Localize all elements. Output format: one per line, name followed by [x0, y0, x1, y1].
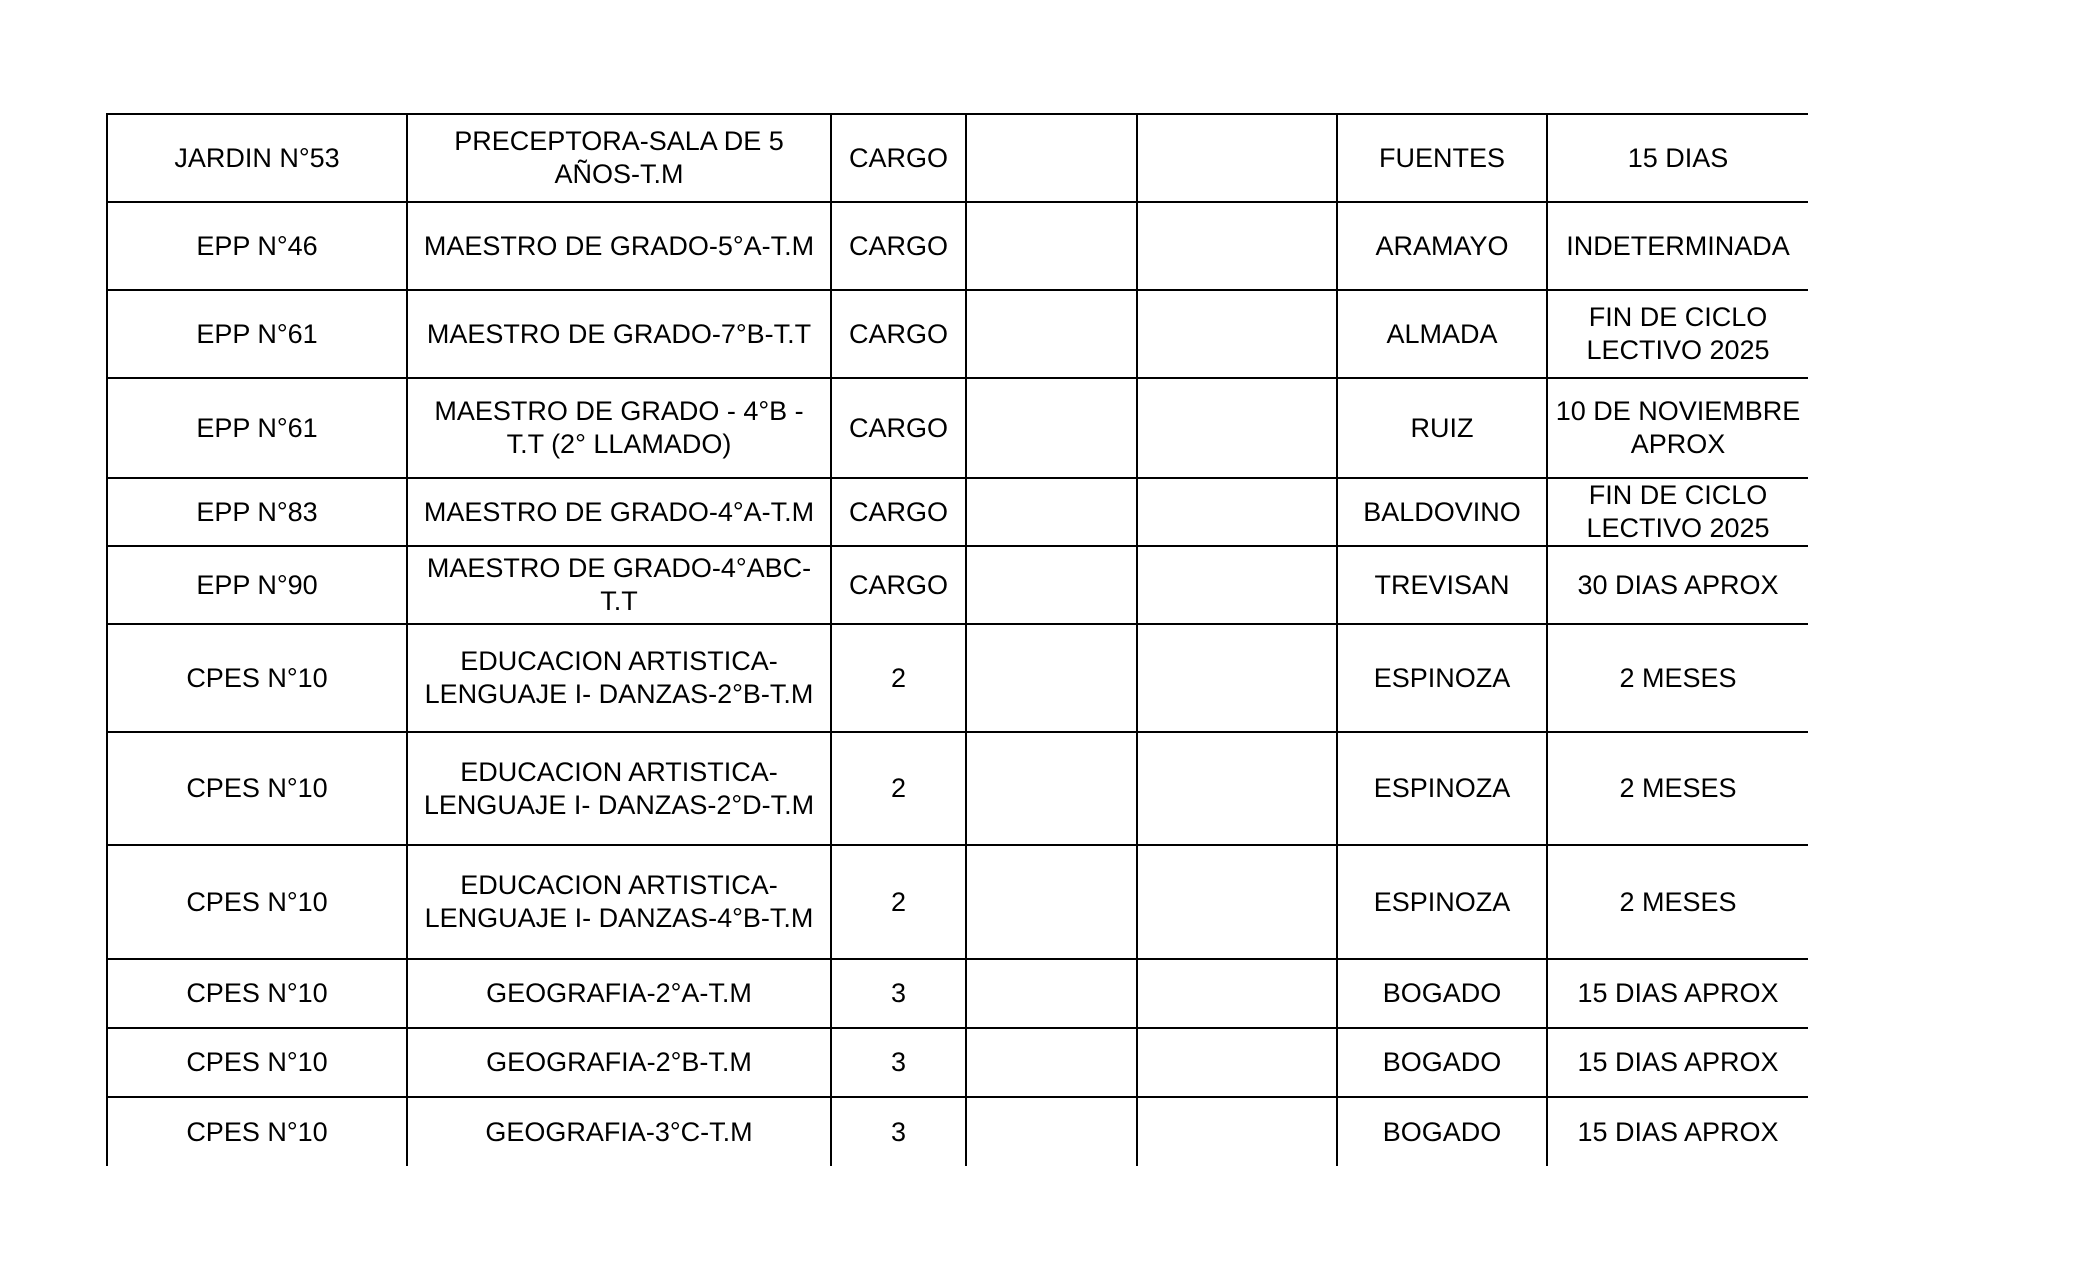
teacher-cell: TREVISAN: [1337, 546, 1547, 624]
school-cell: CPES N°10: [107, 732, 407, 845]
position-cell: GEOGRAFIA-2°A-T.M: [407, 959, 831, 1028]
school-cell: CPES N°10: [107, 1028, 407, 1097]
empty-cell: [966, 959, 1137, 1028]
duration-cell: FIN DE CICLO LECTIVO 2025: [1547, 478, 1808, 546]
duration-cell: 15 DIAS APROX: [1547, 959, 1808, 1028]
teacher-cell: BOGADO: [1337, 959, 1547, 1028]
empty-cell: [1137, 546, 1337, 624]
school-cell: EPP N°61: [107, 378, 407, 478]
teacher-cell: ARAMAYO: [1337, 202, 1547, 290]
position-cell: MAESTRO DE GRADO-4°ABC-T.T: [407, 546, 831, 624]
table-row: [107, 478, 1808, 546]
empty-cell: [1137, 202, 1337, 290]
position-cell: MAESTRO DE GRADO-7°B-T.T: [407, 290, 831, 378]
school-cell: EPP N°90: [107, 546, 407, 624]
position-cell: MAESTRO DE GRADO-5°A-T.M: [407, 202, 831, 290]
empty-cell: [1137, 114, 1337, 202]
school-cell: CPES N°10: [107, 624, 407, 732]
teacher-cell: BALDOVINO: [1337, 478, 1547, 546]
school-cell: CPES N°10: [107, 959, 407, 1028]
empty-cell: [966, 202, 1137, 290]
hours-cell: CARGO: [831, 546, 966, 624]
hours-cell: 2: [831, 624, 966, 732]
hours-cell: 2: [831, 732, 966, 845]
table-row: [107, 732, 1808, 845]
teacher-cell: BOGADO: [1337, 1097, 1547, 1166]
hours-cell: CARGO: [831, 114, 966, 202]
duration-cell: 2 MESES: [1547, 732, 1808, 845]
hours-cell: CARGO: [831, 290, 966, 378]
table-row: [107, 959, 1808, 1028]
hours-cell: 2: [831, 845, 966, 959]
empty-cell: [1137, 732, 1337, 845]
empty-cell: [1137, 378, 1337, 478]
empty-cell: [966, 546, 1137, 624]
table-row: [107, 546, 1808, 624]
table-row: [107, 624, 1808, 732]
table-row: [107, 378, 1808, 478]
table-row: [107, 1097, 1808, 1166]
teacher-cell: ESPINOZA: [1337, 732, 1547, 845]
teacher-cell: ESPINOZA: [1337, 845, 1547, 959]
table-row: [107, 114, 1808, 202]
empty-cell: [966, 1097, 1137, 1166]
duration-cell: 15 DIAS: [1547, 114, 1808, 202]
empty-cell: [1137, 1028, 1337, 1097]
hours-cell: 3: [831, 959, 966, 1028]
school-cell: EPP N°61: [107, 290, 407, 378]
empty-cell: [1137, 478, 1337, 546]
duration-cell: 15 DIAS APROX: [1547, 1028, 1808, 1097]
position-cell: EDUCACION ARTISTICA-LENGUAJE I- DANZAS-4°B-T.M: [407, 845, 831, 959]
empty-cell: [966, 845, 1137, 959]
empty-cell: [1137, 1097, 1337, 1166]
hours-cell: CARGO: [831, 478, 966, 546]
empty-cell: [1137, 624, 1337, 732]
teacher-cell: ALMADA: [1337, 290, 1547, 378]
empty-cell: [1137, 845, 1337, 959]
position-cell: EDUCACION ARTISTICA-LENGUAJE I- DANZAS-2°D-T.M: [407, 732, 831, 845]
school-cell: EPP N°46: [107, 202, 407, 290]
school-cell: CPES N°10: [107, 1097, 407, 1166]
duration-cell: 2 MESES: [1547, 845, 1808, 959]
duration-cell: 30 DIAS APROX: [1547, 546, 1808, 624]
empty-cell: [1137, 290, 1337, 378]
position-cell: GEOGRAFIA-2°B-T.M: [407, 1028, 831, 1097]
table-container: [106, 113, 1808, 1166]
table-row: [107, 845, 1808, 959]
vacancy-table: [106, 113, 1808, 1166]
table-row: [107, 202, 1808, 290]
empty-cell: [966, 732, 1137, 845]
position-cell: GEOGRAFIA-3°C-T.M: [407, 1097, 831, 1166]
duration-cell: 10 DE NOVIEMBRE APROX: [1547, 378, 1808, 478]
empty-cell: [966, 1028, 1137, 1097]
school-cell: EPP N°83: [107, 478, 407, 546]
hours-cell: CARGO: [831, 378, 966, 478]
empty-cell: [966, 290, 1137, 378]
duration-cell: 15 DIAS APROX: [1547, 1097, 1808, 1166]
duration-cell: 2 MESES: [1547, 624, 1808, 732]
teacher-cell: FUENTES: [1337, 114, 1547, 202]
duration-cell: FIN DE CICLO LECTIVO 2025: [1547, 290, 1808, 378]
hours-cell: CARGO: [831, 202, 966, 290]
table-row: [107, 290, 1808, 378]
hours-cell: 3: [831, 1097, 966, 1166]
hours-cell: 3: [831, 1028, 966, 1097]
empty-cell: [966, 624, 1137, 732]
empty-cell: [1137, 959, 1337, 1028]
school-cell: CPES N°10: [107, 845, 407, 959]
duration-cell: INDETERMINADA: [1547, 202, 1808, 290]
teacher-cell: BOGADO: [1337, 1028, 1547, 1097]
table-row: [107, 1028, 1808, 1097]
position-cell: MAESTRO DE GRADO-4°A-T.M: [407, 478, 831, 546]
school-cell: JARDIN N°53: [107, 114, 407, 202]
empty-cell: [966, 378, 1137, 478]
teacher-cell: ESPINOZA: [1337, 624, 1547, 732]
position-cell: EDUCACION ARTISTICA-LENGUAJE I- DANZAS-2°B-T.M: [407, 624, 831, 732]
teacher-cell: RUIZ: [1337, 378, 1547, 478]
position-cell: MAESTRO DE GRADO - 4°B - T.T (2° LLAMADO): [407, 378, 831, 478]
empty-cell: [966, 478, 1137, 546]
position-cell: PRECEPTORA-SALA DE 5 AÑOS-T.M: [407, 114, 831, 202]
empty-cell: [966, 114, 1137, 202]
